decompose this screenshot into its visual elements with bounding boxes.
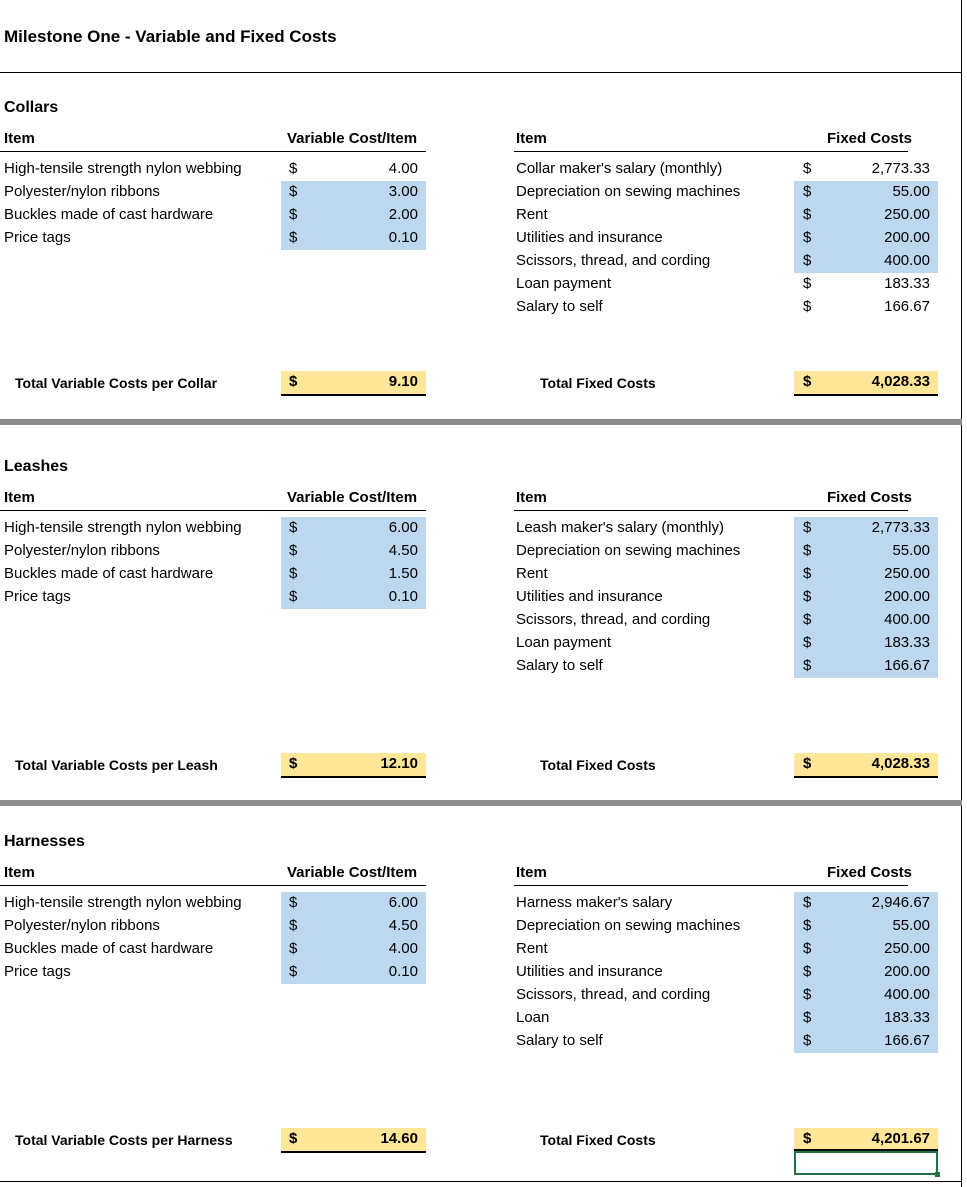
fixed-cost-value[interactable]: 250.00 [884, 940, 930, 957]
section-title: Leashes [4, 458, 69, 475]
section-title: Harnesses [4, 833, 85, 850]
fixed-item-label: Salary to self [516, 298, 603, 315]
variable-cost-value[interactable]: 0.10 [388, 229, 418, 246]
variable-item-label: Polyester/nylon ribbons [4, 917, 160, 934]
variable-item-header: Item [4, 130, 35, 147]
currency-symbol: $ [803, 588, 812, 605]
header-underline [0, 885, 426, 886]
variable-item-label: Price tags [4, 588, 71, 605]
fixed-item-label: Scissors, thread, and cording [516, 611, 711, 628]
fixed-item-label: Leash maker's salary (monthly) [516, 519, 724, 536]
fixed-item-label: Rent [516, 565, 548, 582]
variable-item-label: Buckles made of cast hardware [4, 940, 214, 957]
variable-cost-header: Variable Cost/Item [287, 489, 418, 506]
variable-item-header: Item [4, 489, 35, 506]
total-variable-label: Total Variable Costs per Leash [15, 757, 218, 773]
currency-symbol: $ [803, 894, 812, 911]
fixed-cost-value[interactable]: 400.00 [884, 986, 930, 1003]
fixed-item-label: Utilities and insurance [516, 588, 663, 605]
currency-symbol: $ [289, 160, 298, 177]
currency-symbol: $ [803, 1130, 812, 1147]
variable-item-label: High-tensile strength nylon webbing [4, 894, 242, 911]
currency-symbol: $ [289, 963, 298, 980]
currency-symbol: $ [289, 373, 298, 390]
fixed-item-label: Collar maker's salary (monthly) [516, 160, 723, 177]
header-underline [514, 885, 908, 886]
fixed-item-label: Harness maker's salary [516, 894, 673, 911]
fixed-cost-value[interactable]: 2,773.33 [871, 519, 930, 536]
fixed-cost-value[interactable]: 400.00 [884, 252, 930, 269]
currency-symbol[interactable]: $ [289, 183, 298, 200]
variable-cost-value[interactable]: 4.00 [388, 940, 418, 957]
fixed-cost-value[interactable]: 183.33 [884, 275, 930, 292]
header-underline [514, 510, 908, 511]
header-underline [0, 151, 426, 152]
currency-symbol: $ [803, 252, 812, 269]
fixed-cost-value[interactable]: 200.00 [884, 229, 930, 246]
fixed-cost-value[interactable]: 183.33 [884, 1009, 930, 1026]
variable-cost-value[interactable]: 3.00 [388, 183, 418, 200]
fixed-cost-value[interactable]: 2,946.67 [871, 894, 930, 911]
currency-symbol[interactable]: $ [289, 206, 298, 223]
fixed-cost-value[interactable]: 55.00 [892, 917, 930, 934]
selected-cell[interactable] [794, 1151, 938, 1175]
currency-symbol: $ [289, 542, 298, 559]
fixed-item-label: Depreciation on sewing machines [516, 542, 741, 559]
currency-symbol: $ [803, 275, 812, 292]
total-fixed-label: Total Fixed Costs [540, 757, 656, 773]
variable-cost-value[interactable]: 6.00 [388, 519, 418, 536]
currency-symbol: $ [289, 1130, 298, 1147]
currency-symbol: $ [289, 588, 298, 605]
currency-symbol: $ [289, 940, 298, 957]
variable-cost-value[interactable]: 2.00 [388, 206, 418, 223]
header-underline [514, 151, 908, 152]
variable-item-header: Item [4, 864, 35, 881]
fixed-item-label: Loan payment [516, 275, 612, 292]
fixed-costs-header: Fixed Costs [827, 130, 913, 147]
total-fixed-label: Total Fixed Costs [540, 375, 656, 391]
fixed-item-label: Salary to self [516, 1032, 603, 1049]
fixed-item-header: Item [516, 489, 547, 506]
fixed-item-label: Rent [516, 940, 548, 957]
variable-cost-value[interactable]: 0.10 [388, 588, 418, 605]
fixed-cost-value[interactable]: 200.00 [884, 963, 930, 980]
currency-symbol: $ [289, 917, 298, 934]
currency-symbol: $ [803, 755, 812, 772]
section-separator [0, 419, 962, 425]
sheet-bottom-border [0, 1181, 962, 1182]
variable-item-label: Polyester/nylon ribbons [4, 542, 160, 559]
currency-symbol: $ [803, 298, 812, 315]
currency-symbol: $ [803, 611, 812, 628]
variable-item-label: Polyester/nylon ribbons [4, 183, 160, 200]
currency-symbol: $ [803, 229, 812, 246]
total-variable-value: 9.10 [388, 373, 418, 390]
currency-symbol: $ [289, 519, 298, 536]
fixed-item-label: Scissors, thread, and cording [516, 252, 711, 269]
fixed-item-header: Item [516, 130, 547, 147]
currency-symbol: $ [803, 565, 812, 582]
page-title: Milestone One - Variable and Fixed Costs [4, 27, 337, 46]
fixed-cost-value[interactable]: 55.00 [892, 183, 930, 200]
total-variable-label: Total Variable Costs per Collar [15, 375, 218, 391]
fixed-item-label: Utilities and insurance [516, 229, 663, 246]
currency-symbol: $ [803, 940, 812, 957]
fixed-item-label: Utilities and insurance [516, 963, 663, 980]
currency-symbol: $ [803, 634, 812, 651]
currency-symbol: $ [289, 894, 298, 911]
currency-symbol: $ [289, 755, 298, 772]
sheet-right-border [961, 0, 962, 1187]
currency-symbol: $ [803, 963, 812, 980]
title-divider [0, 72, 962, 73]
fixed-item-label: Loan [516, 1009, 550, 1026]
fixed-item-label: Depreciation on sewing machines [516, 183, 741, 200]
variable-cost-value[interactable]: 4.00 [388, 160, 418, 177]
fixed-item-label: Loan payment [516, 634, 612, 651]
variable-item-label: Price tags [4, 229, 71, 246]
currency-symbol: $ [803, 206, 812, 223]
currency-symbol: $ [803, 183, 812, 200]
fixed-cost-value[interactable]: 250.00 [884, 206, 930, 223]
currency-symbol: $ [803, 657, 812, 674]
total-fixed-label: Total Fixed Costs [540, 1132, 656, 1148]
total-variable-value: 14.60 [380, 1130, 418, 1147]
fixed-cost-value[interactable]: 166.67 [884, 1032, 930, 1049]
currency-symbol: $ [803, 542, 812, 559]
fixed-item-label: Salary to self [516, 657, 603, 674]
currency-symbol[interactable]: $ [289, 229, 298, 246]
variable-cost-value[interactable]: 0.10 [388, 963, 418, 980]
variable-item-label: Buckles made of cast hardware [4, 565, 214, 582]
currency-symbol: $ [289, 565, 298, 582]
fill-handle[interactable] [935, 1172, 940, 1177]
fixed-cost-value[interactable]: 55.00 [892, 542, 930, 559]
fixed-item-label: Rent [516, 206, 548, 223]
variable-item-label: High-tensile strength nylon webbing [4, 519, 242, 536]
variable-item-label: High-tensile strength nylon webbing [4, 160, 242, 177]
currency-symbol: $ [803, 986, 812, 1003]
total-variable-value: 12.10 [380, 755, 418, 772]
fixed-cost-value[interactable]: 183.33 [884, 634, 930, 651]
fixed-costs-header: Fixed Costs [827, 489, 913, 506]
variable-item-label: Price tags [4, 963, 71, 980]
total-fixed-value: 4,028.33 [871, 755, 930, 772]
currency-symbol: $ [803, 917, 812, 934]
fixed-item-header: Item [516, 864, 547, 881]
variable-item-label: Buckles made of cast hardware [4, 206, 214, 223]
fixed-cost-value[interactable]: 200.00 [884, 588, 930, 605]
fixed-cost-value[interactable]: 166.67 [884, 657, 930, 674]
fixed-cost-value[interactable]: 166.67 [884, 298, 930, 315]
fixed-costs-header: Fixed Costs [827, 864, 913, 881]
fixed-cost-value[interactable]: 2,773.33 [871, 160, 930, 177]
section-separator [0, 800, 962, 806]
total-variable-label: Total Variable Costs per Harness [15, 1132, 233, 1148]
fixed-cost-value[interactable]: 400.00 [884, 611, 930, 628]
fixed-item-label: Depreciation on sewing machines [516, 917, 741, 934]
total-fixed-value: 4,201.67 [871, 1130, 930, 1147]
currency-symbol: $ [803, 1009, 812, 1026]
variable-cost-value[interactable]: 4.50 [388, 917, 418, 934]
currency-symbol: $ [803, 1032, 812, 1049]
header-underline [0, 510, 426, 511]
variable-cost-header: Variable Cost/Item [287, 130, 418, 147]
variable-cost-value[interactable]: 4.50 [388, 542, 418, 559]
currency-symbol: $ [803, 519, 812, 536]
variable-cost-header: Variable Cost/Item [287, 864, 418, 881]
currency-symbol: $ [803, 373, 812, 390]
fixed-item-label: Scissors, thread, and cording [516, 986, 711, 1003]
total-fixed-value: 4,028.33 [871, 373, 930, 390]
section-title: Collars [4, 99, 59, 116]
currency-symbol: $ [803, 160, 812, 177]
variable-cost-value[interactable]: 6.00 [388, 894, 418, 911]
fixed-cost-value[interactable]: 250.00 [884, 565, 930, 582]
variable-cost-value[interactable]: 1.50 [388, 565, 418, 582]
